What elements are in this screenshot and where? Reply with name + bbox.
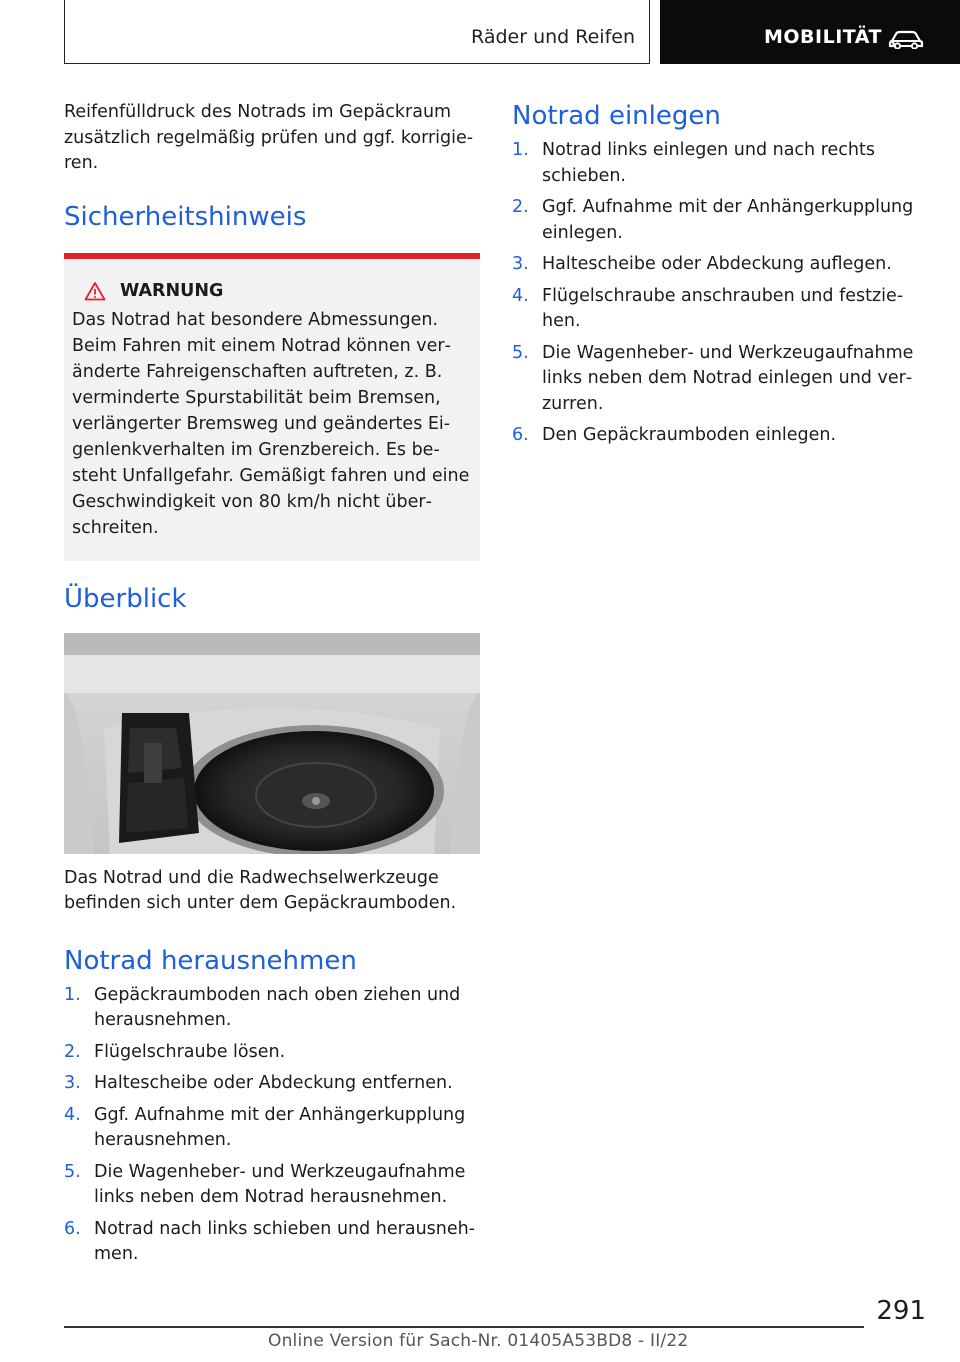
list-item bbox=[64, 983, 482, 1034]
remove-heading: Notrad herausnehmen bbox=[64, 945, 357, 976]
intro-paragraph: Reifenfülldruck des Notrads im Gepäckraum zusätzlich regelmäßig prüfen und ggf. korrigieren. bbox=[64, 102, 474, 173]
list-item bbox=[512, 252, 930, 278]
step-number: 1. bbox=[64, 984, 81, 1005]
list-item bbox=[64, 1103, 482, 1154]
list-item bbox=[64, 1217, 482, 1268]
step-text: Die Wagenheber‐ und Werkzeugaufnahme links neben dem Notrad einlegen und verzurren. bbox=[542, 342, 914, 414]
step-text: Flügelschraube lösen. bbox=[94, 1041, 286, 1062]
list-item bbox=[512, 423, 930, 449]
photo-caption: Das Notrad und die Radwechselwerkzeuge befinden sich unter dem Gepäckraumboden. bbox=[64, 867, 457, 913]
step-text: Notrad nach links schieben und herausnehmen. bbox=[94, 1218, 476, 1264]
step-number: 6. bbox=[512, 425, 529, 445]
overview-heading: Überblick bbox=[64, 583, 187, 614]
list-item bbox=[512, 284, 930, 335]
section-title: Räder und Reifen bbox=[471, 26, 635, 48]
header-chapter-tab bbox=[660, 0, 960, 64]
footer-divider bbox=[64, 1326, 864, 1328]
left-column bbox=[64, 100, 482, 1274]
step-text: Ggf. Aufnahme mit der Anhängerkupplung einlegen. bbox=[542, 197, 914, 243]
step-text: Notrad links einlegen und nach rechts schieben. bbox=[542, 140, 875, 186]
step-text: Gepäckraumboden nach oben ziehen und herausnehmen. bbox=[94, 984, 461, 1030]
step-number: 1. bbox=[512, 140, 529, 160]
step-number: 3. bbox=[64, 1073, 81, 1093]
list-item bbox=[512, 341, 930, 418]
step-text: Flügelschraube anschrauben und festziehen. bbox=[542, 285, 904, 331]
warning-triangle-icon bbox=[84, 281, 106, 301]
step-number: 6. bbox=[64, 1218, 81, 1239]
step-number: 5. bbox=[64, 1161, 81, 1182]
step-number: 2. bbox=[64, 1041, 81, 1062]
remove-steps-list bbox=[64, 983, 482, 1268]
warning-block bbox=[64, 253, 480, 561]
step-text: Die Wagenheber‐ und Werkzeugaufnahme links neben dem Notrad herausnehmen. bbox=[94, 1161, 466, 1207]
step-number: 4. bbox=[64, 1104, 81, 1125]
list-item bbox=[64, 1040, 482, 1066]
list-item bbox=[64, 1160, 482, 1211]
insert-heading: Notrad einlegen bbox=[512, 101, 721, 131]
list-item bbox=[512, 195, 930, 246]
page-number: 291 bbox=[876, 1296, 926, 1326]
header-section-tab bbox=[64, 0, 650, 64]
right-column bbox=[512, 100, 930, 455]
step-text: Den Gepäckraumboden einlegen. bbox=[542, 425, 837, 445]
list-item bbox=[64, 1071, 482, 1097]
step-number: 3. bbox=[512, 254, 529, 274]
car-icon bbox=[888, 29, 924, 49]
insert-steps-list bbox=[512, 138, 930, 449]
step-number: 5. bbox=[512, 342, 529, 363]
warning-header bbox=[72, 281, 470, 301]
warning-text: Das Notrad hat besondere Abmessungen. Beim Fahren mit einem Notrad können veränderte Fahreigenschaften auftreten, z. B. verminderte Spurstabilität beim Bremsen, verlängerter Bremsweg und geändertes Eigenlenkverhalten im Grenzbereich. Es besteht Unfallgefahr. Gemäßigt fahren und eine Geschwindigkeit von 80 km/h nicht überschreiten. bbox=[72, 309, 470, 538]
online-version-text: Online Version für Sach-Nr. 01405A53BD8 - II/22 bbox=[268, 1331, 689, 1351]
warning-box bbox=[64, 259, 480, 561]
step-text: Haltescheibe oder Abdeckung entfernen. bbox=[94, 1073, 453, 1093]
chapter-title: MOBILITÄT bbox=[764, 26, 882, 48]
safety-heading: Sicherheitshinweis bbox=[64, 201, 307, 232]
step-text: Haltescheibe oder Abdeckung auflegen. bbox=[542, 254, 892, 274]
warning-label: WARNUNG bbox=[120, 280, 224, 301]
spare-wheel-photo bbox=[64, 633, 480, 854]
step-number: 4. bbox=[512, 285, 529, 306]
step-text: Ggf. Aufnahme mit der Anhängerkupplung herausnehmen. bbox=[94, 1104, 466, 1150]
list-item bbox=[512, 138, 930, 189]
step-number: 2. bbox=[512, 197, 529, 217]
